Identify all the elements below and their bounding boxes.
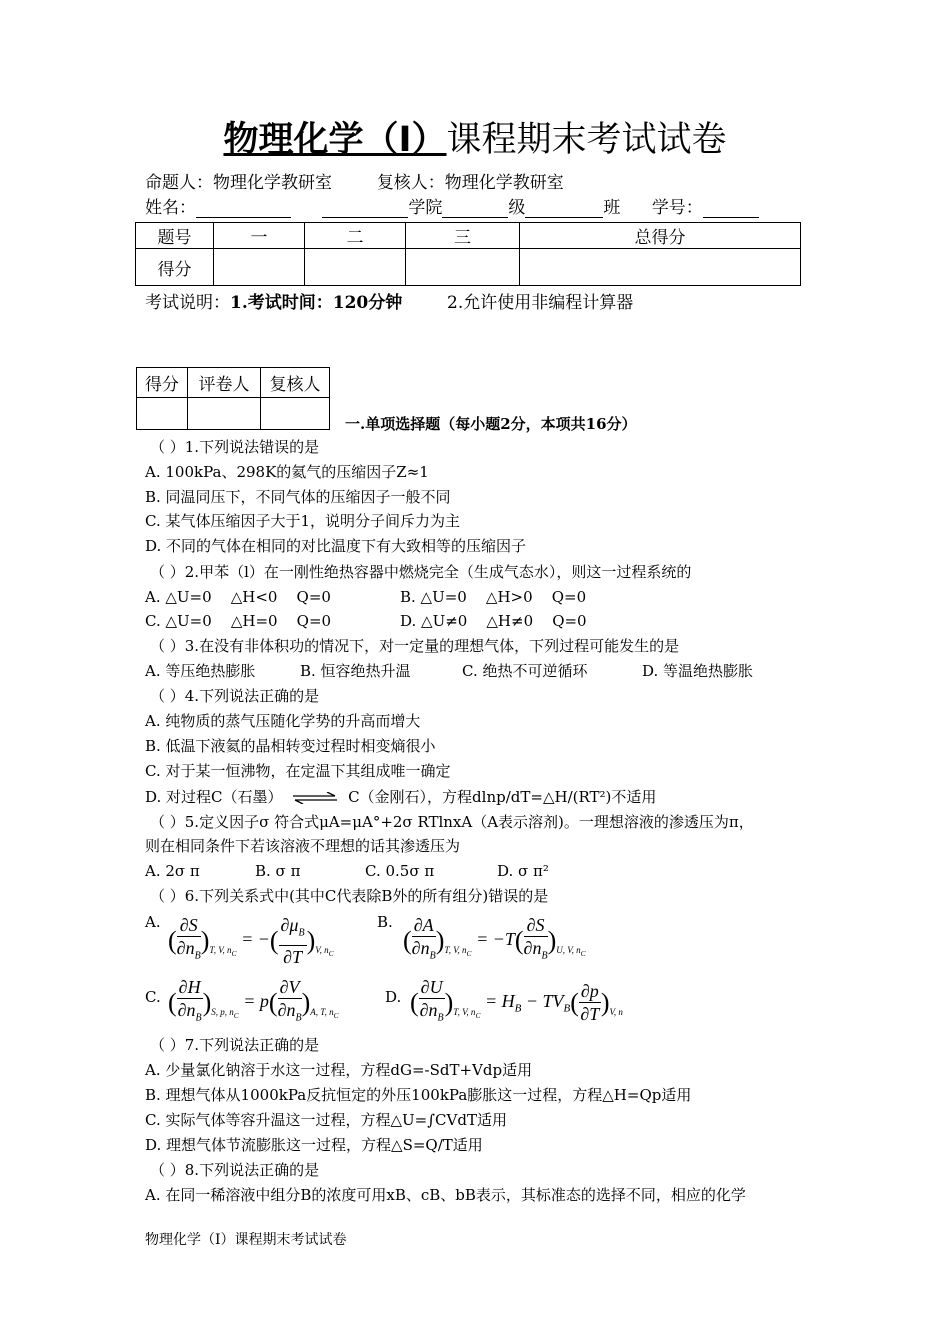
q6-label-d: D. bbox=[385, 988, 402, 1006]
q6-formula-d: ( $\frac{\partial U}{\partial n_B}$ )$_{T, V, n_C} = H_B - TV_B$( $\frac{\partial p}{\partial T}$ )$_{V, n}$ bbox=[410, 977, 623, 1025]
title-bold: 物理化学（Ⅰ） bbox=[223, 120, 447, 160]
score-cell-1[interactable] bbox=[214, 249, 305, 286]
grader-score: 得分 bbox=[137, 368, 188, 398]
q5-stem: （ ）5.定义因子σ 符合式μA=μA°+2σ RTlnxA（A表示溶剂)。一理想溶液的渗透压为π， bbox=[150, 813, 754, 831]
q3-option-b: B. 恒容绝热升温 bbox=[300, 662, 411, 680]
score-header-2: 二 bbox=[305, 223, 406, 249]
score-row-label: 得分 bbox=[136, 249, 214, 286]
q3-stem: （ ）3.在没有非体积功的情况下，对一定量的理想气体，下列过程可能发生的是 bbox=[150, 637, 680, 655]
q4-option-b: B. 低温下液氦的晶相转变过程时相变熵很小 bbox=[145, 737, 436, 755]
q2-option-b: B. △U=0 △H>0 Q=0 bbox=[400, 588, 587, 606]
q3-option-a: A. 等压绝热膨胀 bbox=[145, 662, 256, 680]
q3-option-c: C. 绝热不可逆循环 bbox=[462, 662, 588, 680]
title-rest: 课程期末考试试卷 bbox=[446, 120, 727, 159]
name-label: 姓名： bbox=[145, 198, 196, 218]
class-field[interactable] bbox=[525, 200, 603, 218]
q5-option-a: A. 2σ π bbox=[145, 862, 200, 880]
class-label: 班 bbox=[603, 198, 621, 218]
page-title bbox=[0, 118, 950, 162]
page-footer: 物理化学（Ⅰ）课程期末考试试卷 bbox=[145, 1232, 347, 1248]
id-label: 学号： bbox=[651, 198, 703, 218]
college-label: 学院 bbox=[408, 198, 443, 218]
q1-option-b: B. 同温同压下，不同气体的压缩因子一般不同 bbox=[145, 488, 451, 506]
grader-table bbox=[136, 367, 330, 430]
q6-stem: （ ）6.下列关系式中(其中C代表除B外的所有组分)错误的是 bbox=[150, 887, 549, 905]
score-cell-2[interactable] bbox=[305, 249, 406, 286]
q8-stem: （ ）8.下列说法正确的是 bbox=[150, 1161, 320, 1179]
grader-cell-marker[interactable] bbox=[188, 398, 261, 430]
student-info-line bbox=[145, 193, 759, 218]
q7-option-a: A. 少量氯化钠溶于水这一过程，方程dG=-SdT+Vdp适用 bbox=[145, 1061, 533, 1079]
q5-option-d: D. σ π² bbox=[497, 862, 549, 880]
q1-stem: （ ）1.下列说法错误的是 bbox=[150, 438, 320, 456]
reviewer: 复核人：物理化学教研室 bbox=[376, 173, 564, 193]
grade-label: 级 bbox=[508, 198, 526, 218]
q1-option-a: A. 100kPa、298K的氦气的压缩因子Z≈1 bbox=[145, 463, 429, 481]
grader-marker: 评卷人 bbox=[188, 368, 261, 398]
q1-option-c: C. 某气体压缩因子大于1，说明分子间斥力为主 bbox=[145, 512, 461, 530]
q6-formula-a: ( $\frac{\partial S}{\partial n_B}$ )$_{T, V, n_C}$ = −( $\frac{\partial\mu_B}{\partial T}$ )$_{V, n_C}$ bbox=[168, 915, 334, 967]
q4-stem: （ ）4.下列说法正确的是 bbox=[150, 687, 320, 705]
score-header-3: 三 bbox=[406, 223, 520, 249]
q6-label-b: B. bbox=[377, 913, 393, 931]
q5-option-c: C. 0.5σ π bbox=[365, 862, 435, 880]
college-field[interactable] bbox=[322, 200, 408, 218]
q7-option-c: C. 实际气体等容升温这一过程，方程△U=∫CVdT适用 bbox=[145, 1111, 507, 1129]
id-field[interactable] bbox=[703, 200, 759, 218]
q7-option-b: B. 理想气体从1000kPa反抗恒定的外压100kPa膨胀这一过程，方程△H=Qp适用 bbox=[145, 1086, 692, 1104]
q2-stem: （ ）2.甲苯（l）在一刚性绝热容器中燃烧完全（生成气态水），则这一过程系统的 bbox=[150, 563, 692, 581]
score-header-label: 题号 bbox=[136, 223, 214, 249]
q4-option-d bbox=[145, 787, 656, 807]
notes-time: 1.考试时间：120分钟 bbox=[230, 293, 403, 313]
q6-formula-c: ( $\frac{\partial H}{\partial n_B}$ )$_{S, p, n_C} = p$( $\frac{\partial V}{\partial n_B}$ )$_{A, T, n_C}$ bbox=[168, 977, 339, 1024]
q2-option-d: D. △U≠0 △H≠0 Q=0 bbox=[400, 612, 587, 630]
notes-prefix: 考试说明： bbox=[145, 293, 230, 313]
q3-option-d: D. 等温绝热膨胀 bbox=[642, 662, 754, 680]
equilibrium-arrow-icon bbox=[291, 792, 339, 804]
q4-d-post: C（金刚石），方程dlnp/dT=△H/(RT²)不适用 bbox=[348, 788, 657, 806]
grader-cell-score[interactable] bbox=[137, 398, 188, 430]
score-header-total: 总得分 bbox=[520, 223, 801, 249]
score-cell-3[interactable] bbox=[406, 249, 520, 286]
q4-d-pre: D. 对过程C（石墨） bbox=[145, 788, 283, 806]
q7-option-d: D. 理想气体节流膨胀这一过程，方程△S=Q/T适用 bbox=[145, 1136, 483, 1154]
q6-label-a: A. bbox=[145, 913, 161, 931]
score-cell-total[interactable] bbox=[520, 249, 801, 286]
grader-reviewer: 复核人 bbox=[261, 368, 330, 398]
q5-stem-2: 则在相同条件下若该溶液不理想的话其渗透压为 bbox=[145, 837, 461, 855]
setter-line bbox=[145, 168, 564, 193]
setter: 命题人：物理化学教研室 bbox=[145, 173, 332, 193]
q5-option-b: B. σ π bbox=[255, 862, 301, 880]
q7-stem: （ ）7.下列说法正确的是 bbox=[150, 1036, 320, 1054]
exam-notes bbox=[145, 288, 633, 313]
score-header-1: 一 bbox=[214, 223, 305, 249]
q8-option-a: A. 在同一稀溶液中组分B的浓度可用xB、cB、bB表示，其标准态的选择不同，相应的化学 bbox=[145, 1186, 746, 1204]
q1-option-d: D. 不同的气体在相同的对比温度下有大致相等的压缩因子 bbox=[145, 537, 527, 555]
q4-option-c: C. 对于某一恒沸物，在定温下其组成唯一确定 bbox=[145, 762, 451, 780]
q6-formula-b: ( $\frac{\partial A}{\partial n_B}$ )$_{T, V, n_C} = -T$( $\frac{\partial S}{\partial n_B}$ )$_{U, V, n_C}$ bbox=[403, 915, 586, 962]
score-table bbox=[135, 222, 801, 286]
name-field[interactable] bbox=[196, 200, 291, 218]
section1-title: 一.单项选择题（每小题2分，本项共16分） bbox=[345, 415, 637, 433]
q4-option-a: A. 纯物质的蒸气压随化学势的升高而增大 bbox=[145, 712, 421, 730]
grader-cell-reviewer[interactable] bbox=[261, 398, 330, 430]
grade-field[interactable] bbox=[442, 200, 508, 218]
q6-label-c: C. bbox=[145, 988, 161, 1006]
q2-option-a: A. △U=0 △H<0 Q=0 bbox=[145, 588, 331, 606]
q2-option-c: C. △U=0 △H=0 Q=0 bbox=[145, 612, 332, 630]
notes-calc: 2.允许使用非编程计算器 bbox=[447, 293, 634, 313]
